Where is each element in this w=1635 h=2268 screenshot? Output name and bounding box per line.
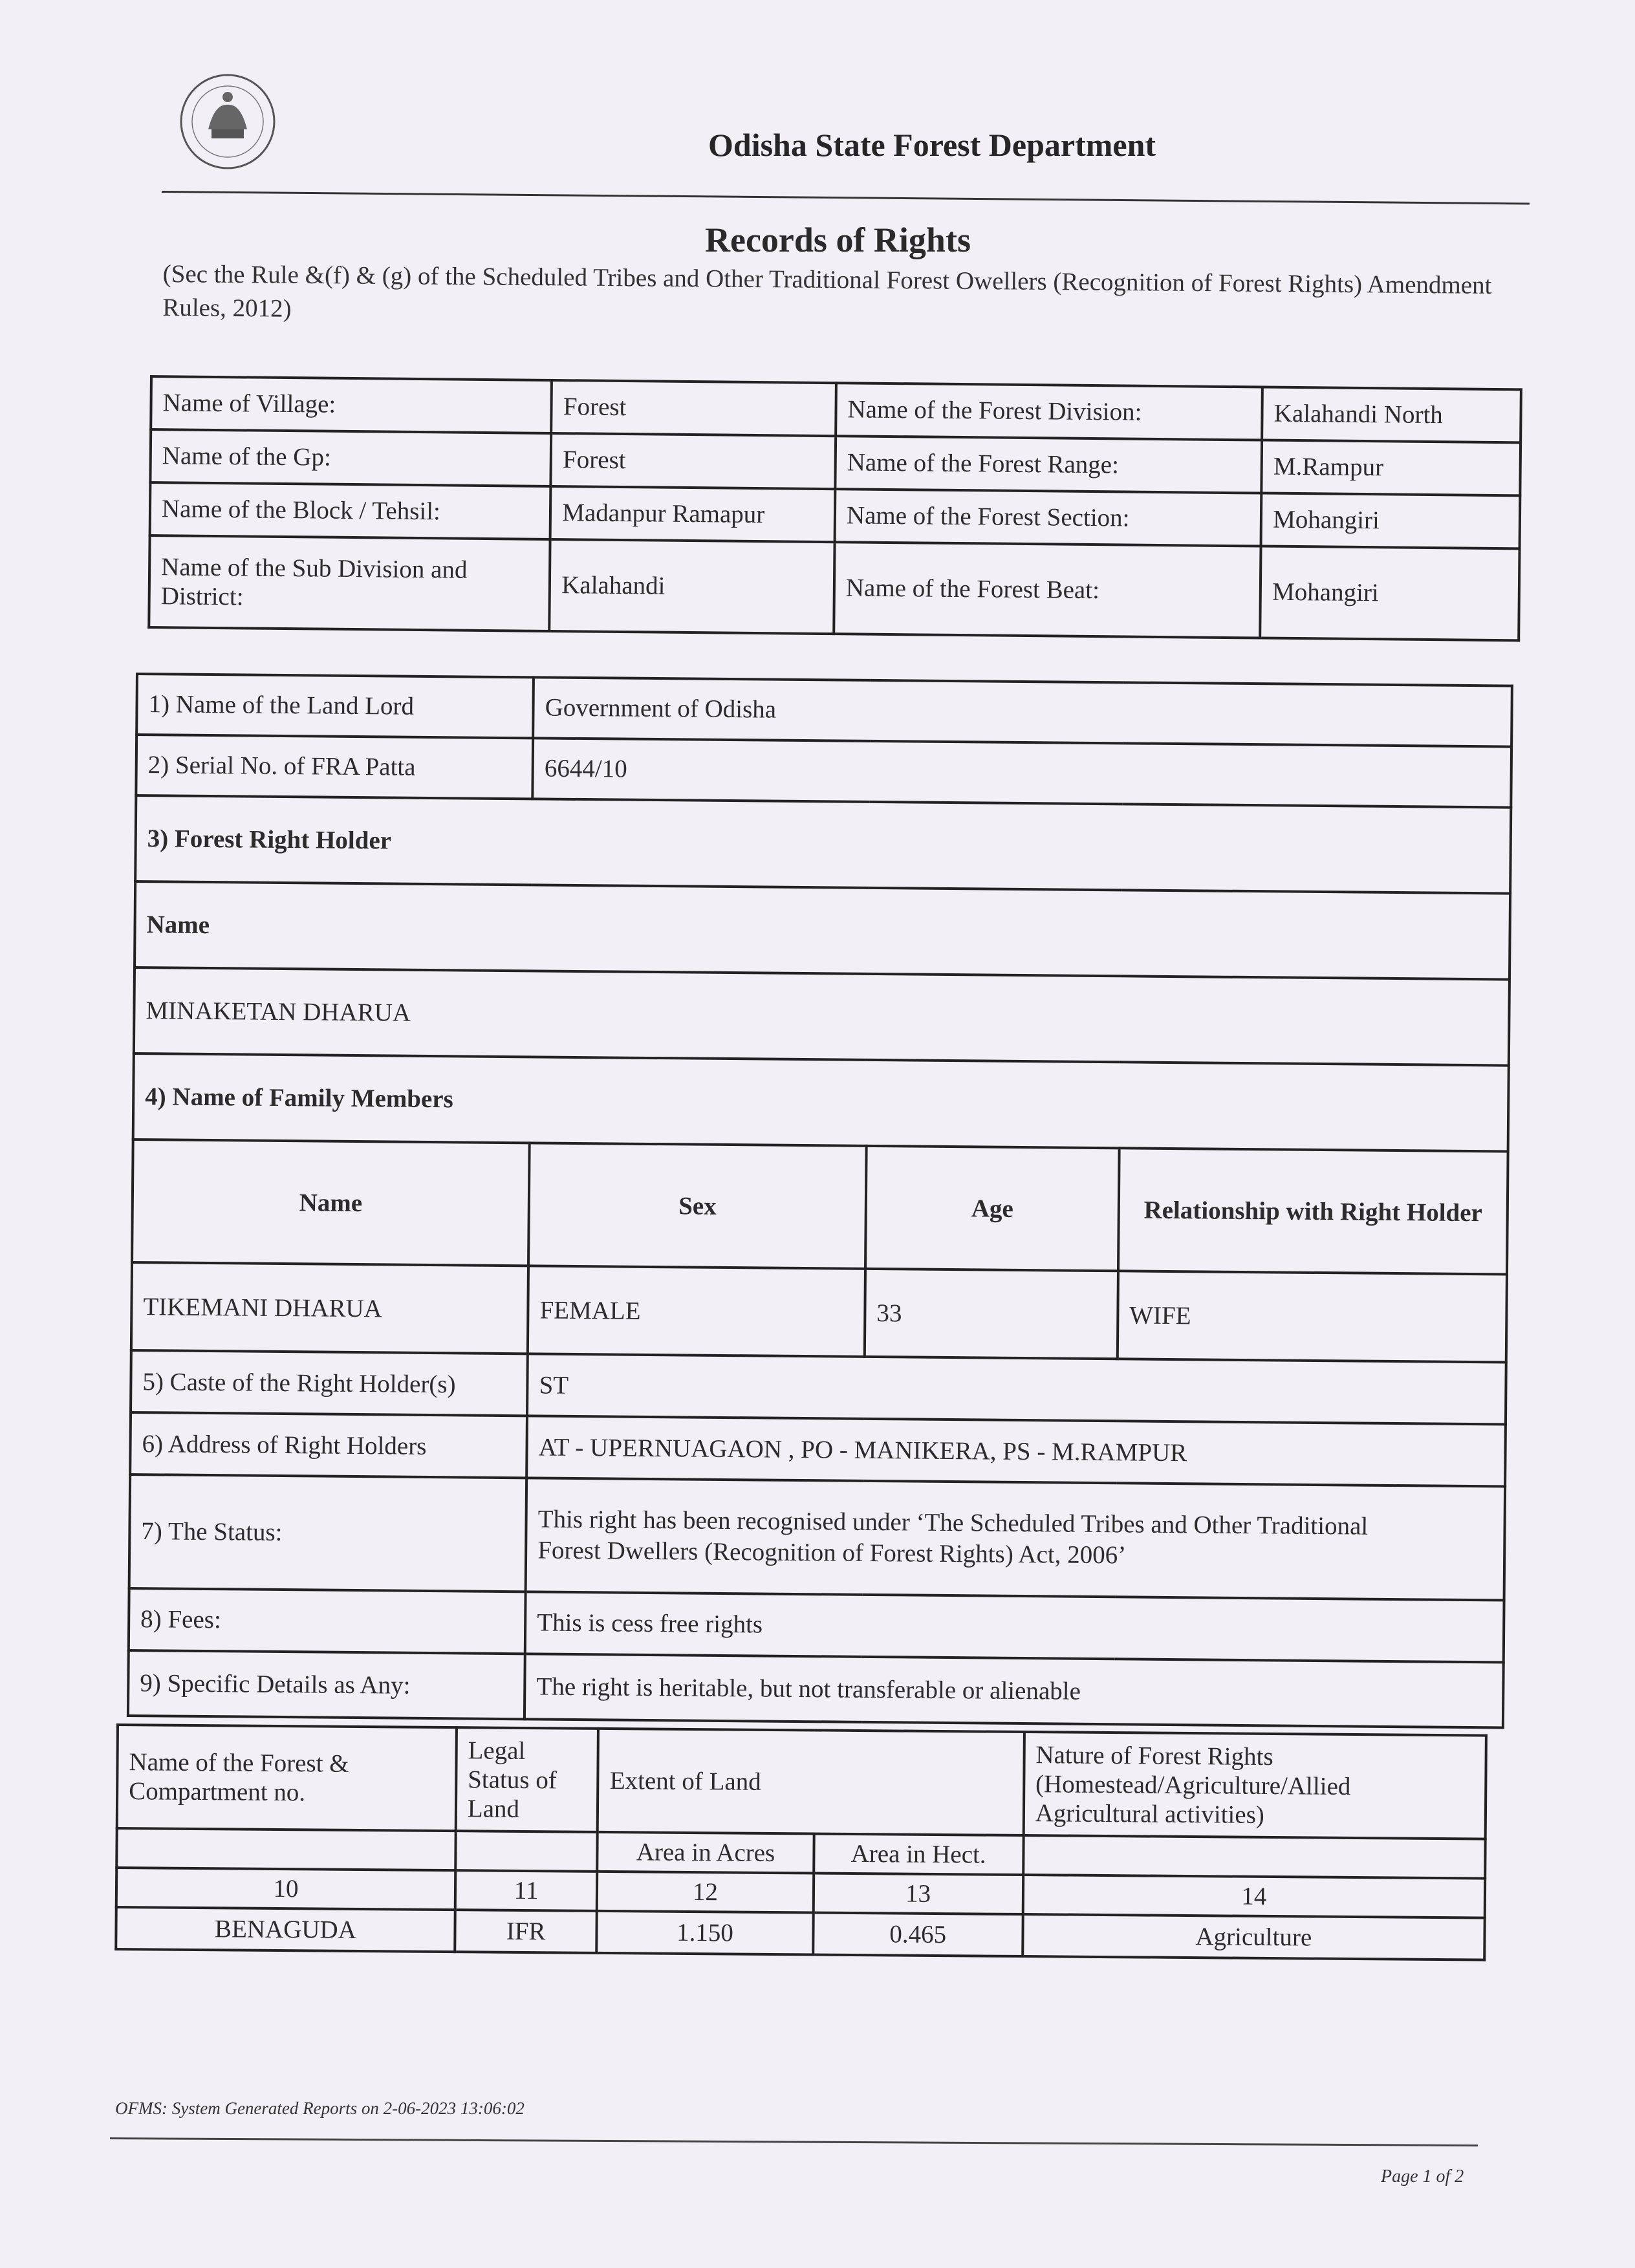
holder-heading: 3) Forest Right Holder: [135, 795, 1511, 894]
division-label: Name of the Forest Division:: [836, 383, 1262, 440]
range-value: M.Rampur: [1262, 440, 1521, 495]
nature-rights-header: Nature of Forest Rights (Homestead/Agriculture/Allied Agricultural activities): [1023, 1732, 1486, 1839]
table-row: [131, 1262, 1507, 1363]
subdivision-label: Name of the Sub Division and District:: [149, 535, 550, 631]
area-acres: 1.150: [597, 1911, 814, 1955]
status-line-1: This right has been recognised under ‘The Scheduled Tribes and Other Traditional: [537, 1505, 1369, 1540]
location-table: [147, 375, 1522, 642]
acres-header: Area in Acres: [598, 1832, 814, 1874]
header-rule: [162, 191, 1530, 204]
landlord-value: Government of Odisha: [533, 677, 1512, 746]
forest-compartment-header: Name of the Forest & Compartment no.: [117, 1725, 457, 1831]
family-member-name: TIKEMANI DHARUA: [131, 1262, 528, 1354]
section-label: Name of the Forest Section:: [835, 489, 1262, 546]
rights-record-table: [127, 673, 1513, 1729]
col-number-14: 14: [1023, 1875, 1485, 1918]
details-label: 9) Specific Details as Any:: [128, 1650, 525, 1720]
status-line-2: Forest Dwellers (Recognition of Forest Rights) Act, 2006’: [537, 1536, 1127, 1570]
odisha-emblem-icon: [176, 65, 279, 178]
area-hect: 0.465: [813, 1912, 1023, 1956]
family-col-sex: Sex: [528, 1143, 867, 1269]
nature-rights: Agriculture: [1023, 1914, 1485, 1960]
family-member-relationship: WIFE: [1118, 1271, 1507, 1363]
gp-label: Name of the Gp:: [150, 429, 551, 486]
family-member-sex: FEMALE: [528, 1266, 865, 1357]
family-col-name: Name: [132, 1139, 530, 1266]
forest-name: BENAGUDA: [116, 1907, 455, 1952]
department-name: Odisha State Forest Department: [708, 127, 1156, 163]
document-subtitle: (Sec the Rule &(f) & (g) of the Scheduled Tribes and Other Traditional Forest Owellers (Recognition of Forest Rights) Amendment Rules, 2012): [162, 259, 1492, 323]
gp-value: Forest: [551, 433, 836, 489]
holder-name: MINAKETAN DHARUA: [134, 967, 1510, 1066]
family-col-age: Age: [865, 1146, 1119, 1271]
caste-value: ST: [527, 1354, 1506, 1425]
family-member-age: 33: [865, 1269, 1118, 1359]
page-number: Page 1 of 2: [1381, 2166, 1464, 2187]
block-label: Name of the Block / Tehsil:: [150, 482, 551, 539]
serial-value: 6644/10: [532, 738, 1511, 807]
village-value: Forest: [551, 380, 836, 436]
legal-status-header: Legal Status of Land: [456, 1727, 599, 1832]
section-value: Mohangiri: [1261, 493, 1521, 548]
generated-timestamp: OFMS: System Generated Reports on 2-06-2023 13:06:02: [115, 2099, 525, 2118]
document-title: Records of Rights: [705, 221, 971, 259]
details-value: The right is heritable, but not transferable or alienable: [525, 1654, 1504, 1728]
col-number-11: 11: [455, 1870, 598, 1911]
village-label: Name of Village:: [151, 376, 552, 433]
block-value: Madanpur Ramapur: [550, 486, 835, 542]
status-label: 7) The Status:: [129, 1474, 527, 1592]
col-number-13: 13: [813, 1873, 1023, 1914]
status-value: [526, 1478, 1505, 1600]
family-col-relationship: Relationship with Right Holder: [1118, 1148, 1508, 1274]
footer-rule: [110, 2137, 1478, 2146]
landlord-label: 1) Name of the Land Lord: [136, 674, 534, 738]
range-label: Name of the Forest Range:: [835, 436, 1262, 493]
holder-name-heading: Name: [135, 881, 1510, 980]
fees-value: This is cess free rights: [525, 1592, 1504, 1662]
serial-label: 2) Serial No. of FRA Patta: [136, 735, 533, 799]
fees-label: 8) Fees:: [129, 1588, 526, 1654]
beat-label: Name of the Forest Beat:: [834, 542, 1261, 638]
land-table: [114, 1723, 1488, 1961]
division-value: Kalahandi North: [1262, 387, 1521, 443]
subdivision-value: Kalahandi: [550, 539, 835, 634]
extent-header: Extent of Land: [598, 1729, 1024, 1835]
col-number-12: 12: [597, 1872, 814, 1913]
col-number-10: 10: [116, 1868, 455, 1910]
hect-header: Area in Hect.: [814, 1833, 1024, 1875]
beat-value: Mohangiri: [1260, 546, 1519, 640]
address-label: 6) Address of Right Holders: [130, 1412, 527, 1478]
legal-status: IFR: [455, 1910, 597, 1953]
caste-label: 5) Caste of the Right Holder(s): [131, 1350, 528, 1416]
family-heading: 4) Name of Family Members: [133, 1053, 1509, 1152]
address-value: AT - UPERNUAGAON , PO - MANIKERA, PS - M.RAMPUR: [526, 1416, 1506, 1486]
